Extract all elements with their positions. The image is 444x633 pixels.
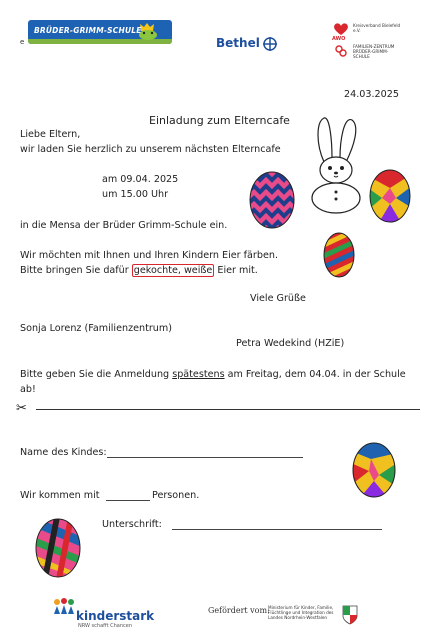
signature-field[interactable] <box>172 529 382 530</box>
school-logo <box>28 20 172 44</box>
event-date: am 09.04. 2025 <box>102 174 179 185</box>
school-logo-prefix: e <box>20 38 25 46</box>
easter-egg-mosaic-top <box>368 168 412 224</box>
registration-line <box>20 369 406 381</box>
persons-count-field[interactable] <box>106 500 150 501</box>
easter-egg-striped <box>322 231 356 279</box>
bethel-cross-icon <box>262 36 278 52</box>
ministry-name: Ministerium für Kinder, Familie, Flüchtlinge und Integration des Landes Nordrhein-Westfalen <box>268 605 334 620</box>
event-location: in die Mensa der Brüder Grimm-Schule ein. <box>20 220 228 231</box>
easter-egg-mosaic-right <box>351 441 397 499</box>
greeting: Liebe Eltern, <box>20 129 81 140</box>
familienzentrum-icon <box>334 44 348 58</box>
event-time: um 15.00 Uhr <box>102 189 169 200</box>
registration-before: Bitte geben Sie die Anmeldung <box>20 369 173 380</box>
closing: Viele Grüße <box>250 293 306 304</box>
registration-line-2: ab! <box>20 384 36 395</box>
awo-sub: FAMILIEN-ZENTRUM BRÜDER-GRIMM-SCHULE <box>353 44 395 59</box>
bring-eggs-before: Bitte bringen Sie dafür <box>20 265 132 276</box>
easter-egg-zigzag <box>248 170 296 230</box>
funded-by-label: Gefördert vom: <box>208 606 270 615</box>
kinderstark-logo-text: kinderstark <box>76 609 155 623</box>
signer-family-center: Sonja Lorenz (Familienzentrum) <box>20 323 172 334</box>
child-name-label: Name des Kindes: <box>20 447 107 458</box>
easter-bunny-drawing <box>302 114 370 214</box>
school-logo-text: BRÜDER-GRIMM-SCHULE <box>34 26 142 35</box>
awo-logo-text: AWO <box>332 36 346 42</box>
paragraph-egg-dyeing: Wir möchten mit Ihnen und Ihren Kindern Eier färben. <box>20 250 279 261</box>
easter-egg-colorful-left <box>34 517 82 579</box>
awo-heart-icon <box>333 22 349 36</box>
persons-after: Personen. <box>152 490 200 501</box>
registration-emphasis: spätestens <box>172 369 225 380</box>
kinderstark-figures-icon <box>52 598 76 616</box>
signer-hzie: Petra Wedekind (HZiE) <box>236 338 345 349</box>
cut-line <box>36 409 420 410</box>
paragraph-bring-eggs <box>20 265 258 277</box>
nrw-coat-of-arms-icon <box>342 605 358 625</box>
awo-title: Kreisverband Bielefeld e.V. <box>353 23 401 33</box>
bethel-logo-text: Bethel <box>216 36 260 50</box>
document-title: Einladung zum Elterncafe <box>149 114 290 127</box>
document-date: 24.03.2025 <box>344 89 399 100</box>
registration-after: am Freitag, dem 04.04. in der Schule <box>224 369 406 380</box>
bring-eggs-after: Eier mit. <box>214 265 258 276</box>
kinderstark-sub: NRW schafft Chancen <box>78 623 133 629</box>
intro-line: wir laden Sie herzlich zu unserem nächsten Elterncafe <box>20 144 281 155</box>
persons-before: Wir kommen mit <box>20 490 100 501</box>
child-name-field[interactable] <box>107 457 303 458</box>
signature-label: Unterschrift: <box>102 519 162 530</box>
highlight-boiled-white: gekochte, weiße <box>133 265 213 276</box>
scissors-icon: ✂ <box>16 401 27 416</box>
